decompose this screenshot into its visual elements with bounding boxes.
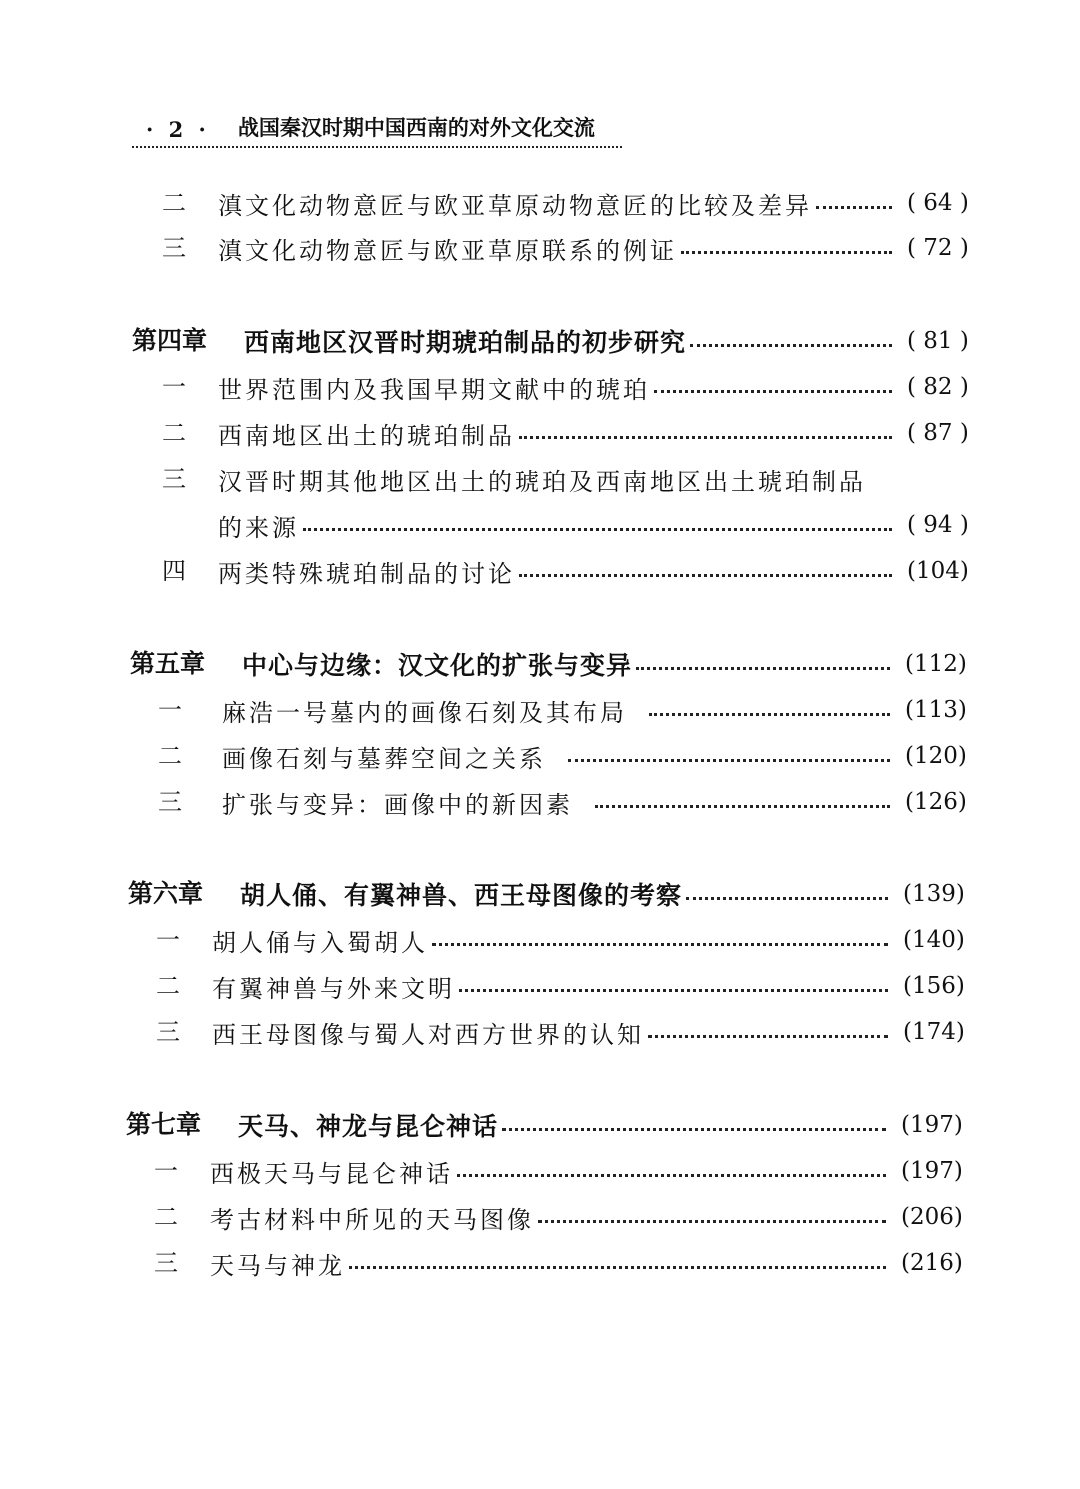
entry-title: 汉晋时期其他地区出土的琥珀及西南地区出土琥珀制品 bbox=[218, 467, 866, 496]
dot-leader bbox=[690, 344, 892, 347]
entry-number: 三 bbox=[154, 1249, 178, 1277]
toc-chapter[interactable] bbox=[0, 874, 1080, 914]
page-number: · 2 · bbox=[146, 117, 210, 142]
toc-entry[interactable] bbox=[0, 551, 1080, 591]
dot-leader bbox=[349, 1266, 886, 1269]
entry-title: 滇文化动物意匠与欧亚草原联系的例证 bbox=[218, 236, 677, 265]
running-title: 战国秦汉时期中国西南的对外文化交流 bbox=[237, 115, 595, 140]
dot-leader bbox=[568, 759, 890, 762]
entry-title: 有翼神兽与外来文明 bbox=[212, 974, 455, 1003]
dot-leader bbox=[595, 805, 890, 808]
entry-page: ( 82 ) bbox=[907, 374, 969, 400]
entry-page: (104) bbox=[907, 558, 969, 584]
entry-page: ( 94 ) bbox=[907, 512, 969, 538]
entry-number: 二 bbox=[154, 1203, 178, 1231]
entry-title: 西极天马与昆仑神话 bbox=[210, 1159, 453, 1188]
entry-title-continuation: 的来源 bbox=[218, 513, 299, 542]
entry-page: (113) bbox=[905, 697, 967, 723]
page-header bbox=[132, 112, 622, 148]
entry-number: 一 bbox=[158, 696, 182, 724]
entry-number: 二 bbox=[158, 742, 182, 770]
entry-number: 二 bbox=[156, 972, 180, 1000]
toc-entry[interactable] bbox=[0, 459, 1080, 499]
toc-entry[interactable] bbox=[0, 736, 1080, 776]
dot-leader bbox=[686, 897, 888, 900]
toc-entry[interactable] bbox=[0, 782, 1080, 822]
dot-leader bbox=[303, 528, 892, 531]
entry-number: 一 bbox=[154, 1157, 178, 1185]
chapter-title: 西南地区汉晋时期琥珀制品的初步研究 bbox=[244, 328, 687, 357]
dot-leader bbox=[648, 1035, 888, 1038]
entry-number: 三 bbox=[158, 788, 182, 816]
dot-leader bbox=[457, 1174, 886, 1177]
dot-leader bbox=[459, 989, 888, 992]
entry-page: (216) bbox=[901, 1250, 963, 1276]
entry-title: 西南地区出土的琥珀制品 bbox=[218, 421, 515, 450]
entry-title: 麻浩一号墓内的画像石刻及其布局 bbox=[222, 698, 627, 727]
entry-number: 三 bbox=[162, 465, 186, 493]
entry-page: ( 87 ) bbox=[907, 420, 969, 446]
toc-entry[interactable] bbox=[0, 1012, 1080, 1052]
entry-number: 三 bbox=[162, 234, 186, 262]
toc-chapter[interactable] bbox=[0, 1105, 1080, 1145]
dot-leader bbox=[538, 1220, 886, 1223]
toc-entry[interactable] bbox=[0, 966, 1080, 1006]
toc-entry[interactable] bbox=[0, 1151, 1080, 1191]
entry-page: (206) bbox=[901, 1204, 963, 1230]
entry-number: 四 bbox=[162, 557, 186, 585]
dot-leader bbox=[681, 251, 892, 254]
chapter-number: 第七章 bbox=[126, 1110, 202, 1139]
entry-page: (140) bbox=[903, 927, 965, 953]
dot-leader bbox=[519, 436, 892, 439]
entry-page: (174) bbox=[903, 1019, 965, 1045]
entry-title: 考古材料中所见的天马图像 bbox=[210, 1205, 534, 1234]
toc-entry[interactable] bbox=[0, 367, 1080, 407]
entry-page: (120) bbox=[905, 743, 967, 769]
entry-page: (156) bbox=[903, 973, 965, 999]
toc-chapter[interactable] bbox=[0, 321, 1080, 361]
entry-title: 西王母图像与蜀人对西方世界的认知 bbox=[212, 1020, 644, 1049]
toc-entry[interactable] bbox=[0, 1243, 1080, 1283]
chapter-page: (112) bbox=[905, 651, 967, 677]
toc-entry[interactable] bbox=[0, 183, 1080, 223]
toc-entry-continuation[interactable] bbox=[0, 505, 1080, 545]
dot-leader bbox=[519, 574, 892, 577]
entry-page: (126) bbox=[905, 789, 967, 815]
entry-title: 两类特殊琥珀制品的讨论 bbox=[218, 559, 515, 588]
dot-leader bbox=[654, 390, 892, 393]
toc-chapter[interactable] bbox=[0, 644, 1080, 684]
chapter-page: (197) bbox=[901, 1112, 963, 1138]
chapter-number: 第五章 bbox=[130, 649, 206, 678]
entry-number: 一 bbox=[156, 926, 180, 954]
chapter-title: 天马、神龙与昆仑神话 bbox=[238, 1112, 499, 1141]
chapter-number: 第六章 bbox=[128, 879, 204, 908]
chapter-title: 中心与边缘：汉文化的扩张与变异 bbox=[242, 651, 633, 680]
dot-leader bbox=[816, 206, 892, 209]
entry-number: 二 bbox=[162, 419, 186, 447]
entry-title: 扩张与变异：画像中的新因素 bbox=[222, 790, 573, 819]
entry-number: 一 bbox=[162, 373, 186, 401]
chapter-title: 胡人俑、有翼神兽、西王母图像的考察 bbox=[240, 881, 683, 910]
entry-title: 胡人俑与入蜀胡人 bbox=[212, 928, 428, 957]
dot-leader bbox=[432, 943, 888, 946]
entry-title: 天马与神龙 bbox=[210, 1251, 345, 1280]
entry-page: ( 64 ) bbox=[907, 190, 969, 216]
entry-page: (197) bbox=[901, 1158, 963, 1184]
chapter-number: 第四章 bbox=[132, 326, 208, 355]
entry-title: 画像石刻与墓葬空间之关系 bbox=[222, 744, 546, 773]
entry-number: 二 bbox=[162, 189, 186, 217]
entry-page: ( 72 ) bbox=[907, 235, 969, 261]
toc-entry[interactable] bbox=[0, 413, 1080, 453]
dot-leader bbox=[636, 667, 890, 670]
dot-leader bbox=[649, 713, 890, 716]
entry-number: 三 bbox=[156, 1018, 180, 1046]
toc-entry[interactable] bbox=[0, 228, 1080, 268]
chapter-page: ( 81 ) bbox=[907, 328, 969, 354]
toc-entry[interactable] bbox=[0, 690, 1080, 730]
toc-entry[interactable] bbox=[0, 920, 1080, 960]
chapter-page: (139) bbox=[903, 881, 965, 907]
toc-entry[interactable] bbox=[0, 1197, 1080, 1237]
entry-title: 滇文化动物意匠与欧亚草原动物意匠的比较及差异 bbox=[218, 191, 812, 220]
dot-leader bbox=[502, 1128, 886, 1131]
entry-title: 世界范围内及我国早期文献中的琥珀 bbox=[218, 375, 650, 404]
